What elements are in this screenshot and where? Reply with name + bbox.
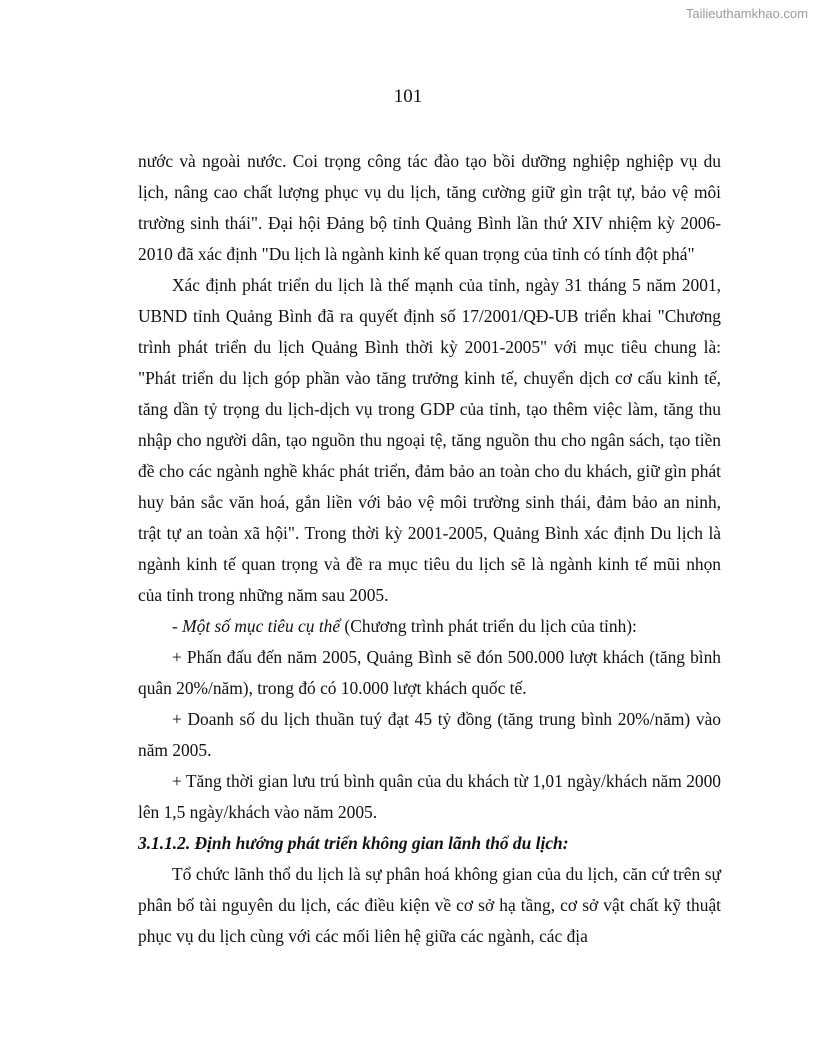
section-heading: 3.1.1.2. Định hướng phát triển không gian lãnh thổ du lịch: [138, 833, 569, 853]
paragraph-4: + Phấn đấu đến năm 2005, Quảng Bình sẽ đón 500.000 lượt khách (tăng bình quân 20%/năm), trong đó có 10.000 lượt khách quốc tế. [138, 647, 721, 698]
watermark: Tailieuthamkhao.com [685, 6, 808, 21]
italic-phrase: Một số mục tiêu cụ thể [182, 616, 341, 636]
dash-prefix: - [172, 616, 183, 636]
paragraph-3 [138, 611, 721, 642]
paragraph-3-rest: (Chương trình phát triển du lịch của tỉnh): [340, 616, 637, 636]
paragraph-5: + Doanh số du lịch thuần tuý đạt 45 tỷ đồng (tăng trung bình 20%/năm) vào năm 2005. [138, 709, 721, 760]
paragraph-2: Xác định phát triển du lịch là thế mạnh của tỉnh, ngày 31 tháng 5 năm 2001, UBND tỉnh Quảng Bình đã ra quyết định số 17/2001/QĐ-UB triển khai "Chương trình phát triển du lịch Quảng Bình thời kỳ 2001-2005" với mục tiêu chung là: "Phát triển du lịch góp phần vào tăng trưởng kinh tế, chuyển dịch cơ cấu kinh tế, tăng dần tỷ trọng du lịch-dịch vụ trong GDP của tỉnh, tạo thêm việc làm, tăng thu nhập cho người dân, tạo nguồn thu ngoại tệ, tăng nguồn thu cho ngân sách, tạo tiền đề cho các ngành nghề khác phát triển, đảm bảo an toàn cho du khách, giữ gìn phát huy bản sắc văn hoá, gắn liền với bảo vệ môi trường sinh thái, đảm bảo an ninh, trật tự an toàn xã hội". Trong thời kỳ 2001-2005, Quảng Bình xác định Du lịch là ngành kinh tế quan trọng và đề ra mục tiêu du lịch sẽ là ngành kinh tế mũi nhọn của tỉnh trong những năm sau 2005. [138, 275, 721, 605]
document-body [138, 146, 721, 952]
paragraph-7: Tổ chức lãnh thổ du lịch là sự phân hoá không gian của du lịch, căn cứ trên sự phân bố tài nguyên du lịch, các điều kiện về cơ sở hạ tầng, cơ sở vật chất kỹ thuật phục vụ du lịch cùng với các mối liên hệ giữa các ngành, các địa [138, 864, 721, 946]
page-number: 101 [393, 86, 423, 107]
paragraph-1: nước và ngoài nước. Coi trọng công tác đào tạo bồi dưỡng nghiệp nghiệp vụ du lịch, nâng cao chất lượng phục vụ du lịch, tăng cường giữ gìn trật tự, bảo vệ môi trường sinh thái". Đại hội Đảng bộ tỉnh Quảng Bình lần thứ XIV nhiệm kỳ 2006-2010 đã xác định "Du lịch là ngành kinh kế quan trọng của tỉnh có tính đột phá" [138, 151, 721, 264]
paragraph-6: + Tăng thời gian lưu trú bình quân của du khách từ 1,01 ngày/khách năm 2000 lên 1,5 ngày/khách vào năm 2005. [138, 771, 721, 822]
